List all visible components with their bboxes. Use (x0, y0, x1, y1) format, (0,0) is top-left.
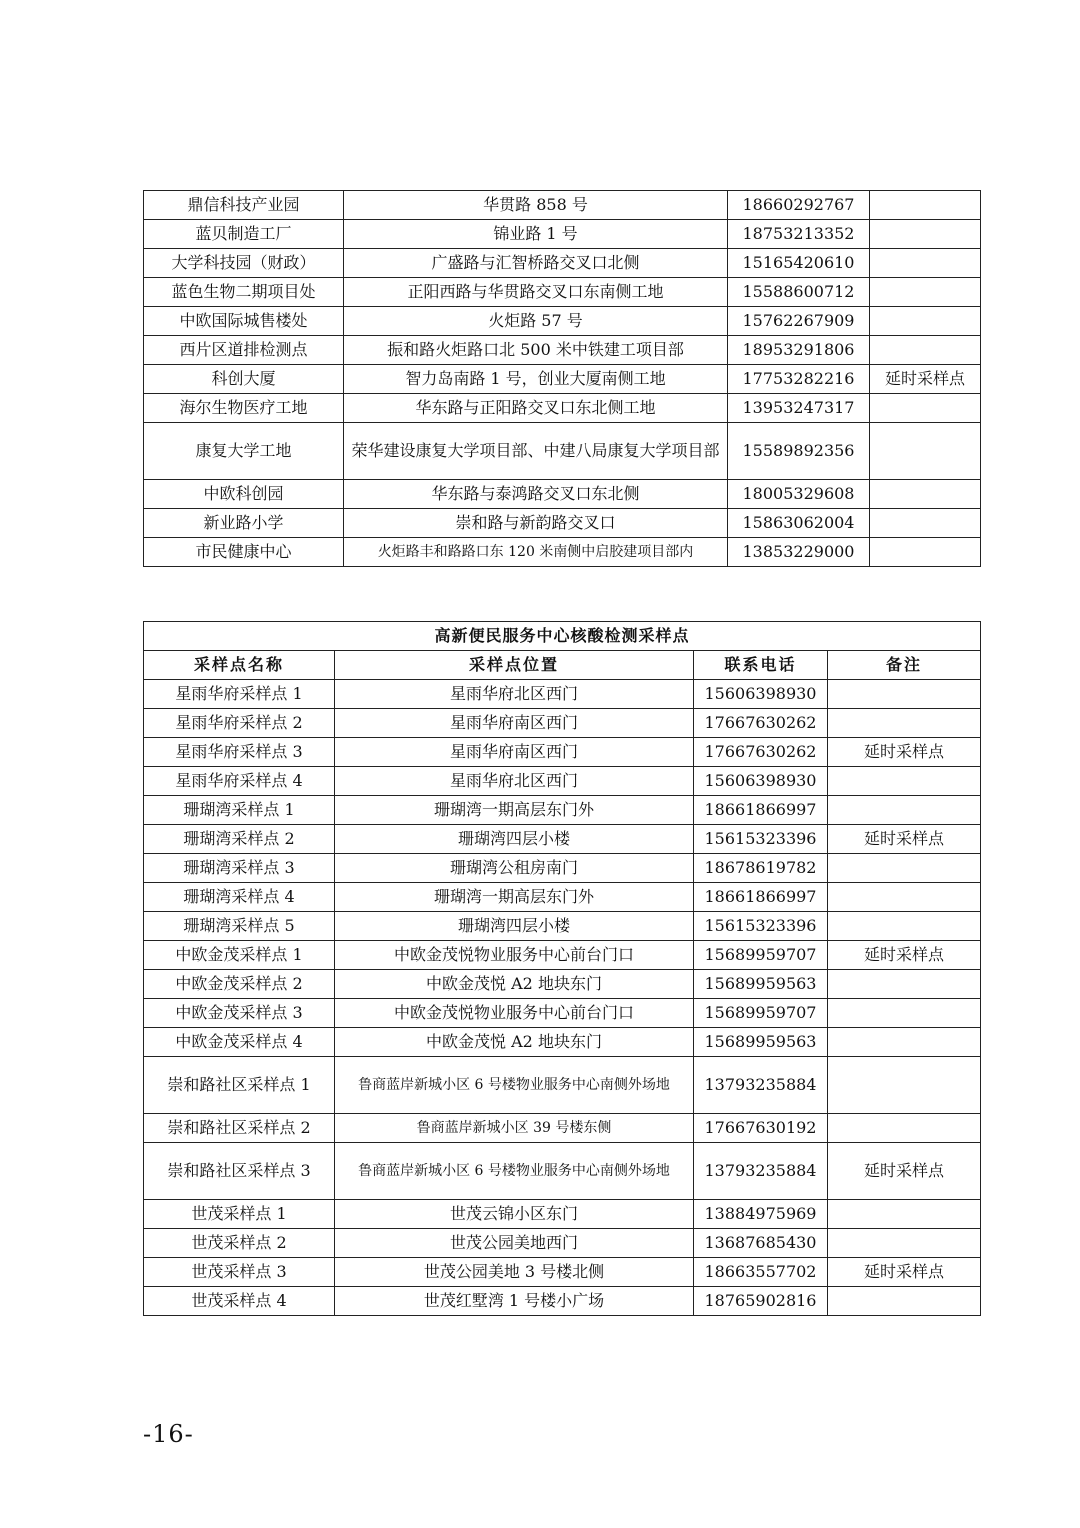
cell-name: 世茂采样点 2 (144, 1229, 335, 1258)
table-row (144, 709, 981, 738)
table-title: 高新便民服务中心核酸检测采样点 (144, 622, 981, 651)
cell-name: 大学科技园（财政） (144, 249, 344, 278)
cell-phone: 13853229000 (728, 538, 870, 567)
cell-note: 延时采样点 (870, 365, 981, 394)
cell-note (870, 336, 981, 365)
cell-note (828, 1200, 981, 1229)
cell-name: 新业路小学 (144, 509, 344, 538)
cell-phone: 15588600712 (728, 278, 870, 307)
cell-note (870, 220, 981, 249)
table-row (144, 680, 981, 709)
cell-name: 崇和路社区采样点 3 (144, 1143, 335, 1200)
cell-phone: 18660292767 (728, 191, 870, 220)
cell-phone: 15689959707 (694, 999, 828, 1028)
header-name: 采样点名称 (144, 651, 335, 680)
cell-note (828, 883, 981, 912)
table-row (144, 336, 981, 365)
cell-location: 鲁商蓝岸新城小区 6 号楼物业服务中心南侧外场地 (335, 1057, 694, 1114)
cell-location: 荣华建设康复大学项目部、中建八局康复大学项目部 (344, 423, 728, 480)
cell-location: 中欧金茂悦物业服务中心前台门口 (335, 941, 694, 970)
table-title-row (144, 622, 981, 651)
cell-phone: 13793235884 (694, 1143, 828, 1200)
cell-location: 中欧金茂悦 A2 地块东门 (335, 970, 694, 999)
cell-phone: 18661866997 (694, 883, 828, 912)
cell-phone: 15589892356 (728, 423, 870, 480)
cell-phone: 15689959707 (694, 941, 828, 970)
cell-phone: 18005329608 (728, 480, 870, 509)
table-row (144, 1057, 981, 1114)
cell-name: 中欧金茂采样点 1 (144, 941, 335, 970)
cell-note (828, 1028, 981, 1057)
cell-location: 华东路与泰鸿路交叉口东北侧 (344, 480, 728, 509)
cell-location: 崇和路与新韵路交叉口 (344, 509, 728, 538)
cell-phone: 17753282216 (728, 365, 870, 394)
cell-location: 珊瑚湾公租房南门 (335, 854, 694, 883)
cell-location: 世茂云锦小区东门 (335, 1200, 694, 1229)
cell-note (870, 278, 981, 307)
cell-name: 世茂采样点 3 (144, 1258, 335, 1287)
table-row (144, 796, 981, 825)
cell-phone: 13953247317 (728, 394, 870, 423)
cell-name: 西片区道排检测点 (144, 336, 344, 365)
table-row (144, 767, 981, 796)
cell-phone: 13687685430 (694, 1229, 828, 1258)
cell-phone: 17667630262 (694, 738, 828, 767)
cell-note (870, 394, 981, 423)
cell-name: 珊瑚湾采样点 3 (144, 854, 335, 883)
cell-phone: 18663557702 (694, 1258, 828, 1287)
cell-phone: 13884975969 (694, 1200, 828, 1229)
header-note: 备注 (828, 651, 981, 680)
cell-location: 鲁商蓝岸新城小区 6 号楼物业服务中心南侧外场地 (335, 1143, 694, 1200)
table-row (144, 999, 981, 1028)
cell-phone: 15615323396 (694, 825, 828, 854)
cell-location: 世茂公园美地 3 号楼北侧 (335, 1258, 694, 1287)
cell-location: 星雨华府北区西门 (335, 680, 694, 709)
cell-note (828, 767, 981, 796)
cell-name: 珊瑚湾采样点 5 (144, 912, 335, 941)
cell-note (870, 249, 981, 278)
cell-location: 星雨华府南区西门 (335, 709, 694, 738)
cell-name: 世茂采样点 4 (144, 1287, 335, 1316)
cell-phone: 15615323396 (694, 912, 828, 941)
table-row (144, 941, 981, 970)
cell-name: 珊瑚湾采样点 2 (144, 825, 335, 854)
cell-phone: 17667630262 (694, 709, 828, 738)
cell-location: 珊瑚湾四层小楼 (335, 825, 694, 854)
table-row (144, 1200, 981, 1229)
cell-phone: 18753213352 (728, 220, 870, 249)
cell-phone: 18953291806 (728, 336, 870, 365)
table-row (144, 249, 981, 278)
cell-phone: 15606398930 (694, 767, 828, 796)
cell-name: 星雨华府采样点 4 (144, 767, 335, 796)
cell-name: 中欧科创园 (144, 480, 344, 509)
cell-note: 延时采样点 (828, 738, 981, 767)
sampling-points-table-continued (143, 190, 981, 567)
cell-name: 崇和路社区采样点 1 (144, 1057, 335, 1114)
cell-name: 星雨华府采样点 1 (144, 680, 335, 709)
cell-note (828, 680, 981, 709)
cell-note (828, 1114, 981, 1143)
cell-name: 星雨华府采样点 2 (144, 709, 335, 738)
cell-note (870, 307, 981, 336)
cell-note (828, 1287, 981, 1316)
cell-name: 蓝色生物二期项目处 (144, 278, 344, 307)
cell-location: 星雨华府北区西门 (335, 767, 694, 796)
table-row (144, 854, 981, 883)
table-row (144, 970, 981, 999)
table-header-row (144, 651, 981, 680)
cell-location: 珊瑚湾一期高层东门外 (335, 883, 694, 912)
table-row (144, 825, 981, 854)
cell-location: 火炬路 57 号 (344, 307, 728, 336)
cell-name: 珊瑚湾采样点 4 (144, 883, 335, 912)
cell-phone: 15689959563 (694, 1028, 828, 1057)
cell-note (870, 538, 981, 567)
cell-note (828, 1229, 981, 1258)
table-row (144, 1258, 981, 1287)
cell-name: 蓝贝制造工厂 (144, 220, 344, 249)
table-row (144, 509, 981, 538)
cell-note (828, 854, 981, 883)
table-row (144, 1143, 981, 1200)
cell-note (870, 191, 981, 220)
cell-name: 珊瑚湾采样点 1 (144, 796, 335, 825)
table-row (144, 365, 981, 394)
cell-note (828, 796, 981, 825)
table-row (144, 394, 981, 423)
table-row (144, 1028, 981, 1057)
cell-name: 科创大厦 (144, 365, 344, 394)
gaoxin-service-center-sampling-table (143, 621, 981, 1316)
cell-note (870, 480, 981, 509)
table-row (144, 220, 981, 249)
cell-location: 中欧金茂悦 A2 地块东门 (335, 1028, 694, 1057)
cell-name: 康复大学工地 (144, 423, 344, 480)
cell-location: 华东路与正阳路交叉口东北侧工地 (344, 394, 728, 423)
cell-location: 火炬路丰和路路口东 120 米南侧中启胶建项目部内 (344, 538, 728, 567)
cell-name: 星雨华府采样点 3 (144, 738, 335, 767)
cell-location: 正阳西路与华贯路交叉口东南侧工地 (344, 278, 728, 307)
table-row (144, 191, 981, 220)
cell-note (828, 1057, 981, 1114)
cell-note: 延时采样点 (828, 1143, 981, 1200)
cell-note (828, 999, 981, 1028)
cell-location: 智力岛南路 1 号，创业大厦南侧工地 (344, 365, 728, 394)
table-row (144, 883, 981, 912)
cell-location: 鲁商蓝岸新城小区 39 号楼东侧 (335, 1114, 694, 1143)
table-row (144, 912, 981, 941)
cell-location: 华贯路 858 号 (344, 191, 728, 220)
cell-location: 珊瑚湾一期高层东门外 (335, 796, 694, 825)
cell-note: 延时采样点 (828, 1258, 981, 1287)
cell-phone: 15863062004 (728, 509, 870, 538)
cell-name: 世茂采样点 1 (144, 1200, 335, 1229)
cell-name: 中欧金茂采样点 2 (144, 970, 335, 999)
cell-location: 锦业路 1 号 (344, 220, 728, 249)
cell-phone: 15606398930 (694, 680, 828, 709)
table-row (144, 278, 981, 307)
cell-note (870, 509, 981, 538)
cell-name: 崇和路社区采样点 2 (144, 1114, 335, 1143)
cell-note: 延时采样点 (828, 825, 981, 854)
cell-name: 海尔生物医疗工地 (144, 394, 344, 423)
cell-location: 世茂公园美地西门 (335, 1229, 694, 1258)
cell-name: 市民健康中心 (144, 538, 344, 567)
table-row (144, 1114, 981, 1143)
cell-note: 延时采样点 (828, 941, 981, 970)
cell-phone: 15165420610 (728, 249, 870, 278)
header-phone: 联系电话 (694, 651, 828, 680)
cell-phone: 17667630192 (694, 1114, 828, 1143)
cell-phone: 13793235884 (694, 1057, 828, 1114)
cell-note (870, 423, 981, 480)
cell-location: 世茂红墅湾 1 号楼小广场 (335, 1287, 694, 1316)
table-row (144, 738, 981, 767)
page-number: -16- (143, 1420, 194, 1448)
table-row (144, 480, 981, 509)
cell-location: 振和路火炬路口北 500 米中铁建工项目部 (344, 336, 728, 365)
table-row (144, 307, 981, 336)
cell-phone: 15689959563 (694, 970, 828, 999)
cell-location: 广盛路与汇智桥路交叉口北侧 (344, 249, 728, 278)
table-row (144, 1287, 981, 1316)
table-row (144, 538, 981, 567)
cell-name: 中欧金茂采样点 3 (144, 999, 335, 1028)
cell-location: 中欧金茂悦物业服务中心前台门口 (335, 999, 694, 1028)
cell-phone: 18765902816 (694, 1287, 828, 1316)
cell-phone: 18661866997 (694, 796, 828, 825)
cell-name: 中欧国际城售楼处 (144, 307, 344, 336)
header-location: 采样点位置 (335, 651, 694, 680)
cell-note (828, 970, 981, 999)
cell-phone: 18678619782 (694, 854, 828, 883)
table-row (144, 423, 981, 480)
cell-note (828, 709, 981, 738)
cell-note (828, 912, 981, 941)
cell-name: 中欧金茂采样点 4 (144, 1028, 335, 1057)
table-row (144, 1229, 981, 1258)
cell-phone: 15762267909 (728, 307, 870, 336)
cell-name: 鼎信科技产业园 (144, 191, 344, 220)
cell-location: 珊瑚湾四层小楼 (335, 912, 694, 941)
cell-location: 星雨华府南区西门 (335, 738, 694, 767)
